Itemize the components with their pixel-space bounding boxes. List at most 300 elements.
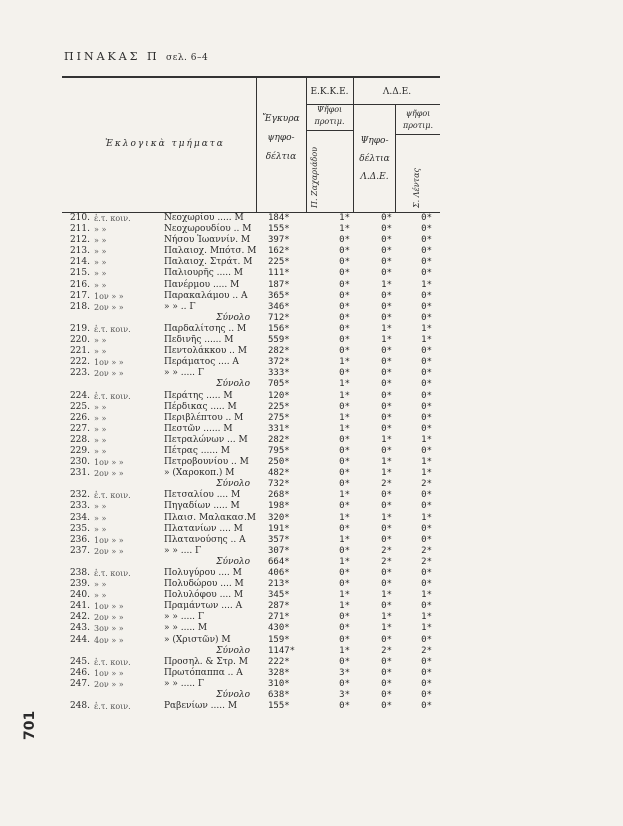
valid-ballots: 1147* [268,645,296,656]
psifo-line3: Λ.Δ.Ε. [360,172,389,182]
ade-preference: 0* [421,568,432,578]
valid-ballots: 225* [268,401,290,412]
district-name: Πηγαδίων ..... Μ [164,501,240,512]
valid-ballots: 184* [268,213,290,223]
ade-ballots: 0* [381,379,392,390]
district-name: Πεντολάκκου .. Μ [164,346,247,357]
table-row [0,324,623,335]
row-number: 248. [69,701,90,712]
ekke-preference: 1* [339,390,350,401]
valid-ballots: 162* [268,246,290,257]
ade-ballots: 0* [381,690,392,701]
pref-underline [306,130,353,131]
valid-ballots: 213* [268,579,290,590]
ekke-preference: 1* [339,490,350,501]
valid-ballots: 225* [268,257,290,268]
page-title [64,50,208,63]
row-type: ἐ.τ. κοιν. [94,569,131,578]
row-type: 1ον » » [94,535,124,545]
valid-ballots: 559* [268,335,290,346]
row-type: 1ον » » [94,358,124,368]
ekke-preference: 0* [339,612,350,623]
col-header-pref2 [396,108,440,132]
row-number: 239. [69,579,90,590]
table-row [0,446,623,457]
district-name: » » ..... Μ [164,623,208,634]
row-number: 220. [69,335,90,346]
ekke-preference: 0* [339,312,350,323]
row-type: » » [94,225,107,235]
col-header-pref1 [306,104,353,128]
table-row [0,657,623,668]
row-type: » » [94,413,107,423]
ekke-preference: 0* [339,623,350,634]
ekke-preference: 1* [339,379,350,390]
egkyra-line1: Ἔγκυρα [262,114,300,124]
table-row [0,635,623,646]
ekke-preference: 0* [339,323,350,334]
ade-ballots: 2* [381,545,392,556]
ade-preference: 1* [421,434,432,445]
ade-preference: 0* [421,701,432,712]
table-row [0,490,623,501]
row-number: 236. [69,534,90,545]
ade-preference: 0* [421,346,432,357]
table-row [0,668,623,679]
ade-ballots: 0* [381,579,392,590]
district-name: Πεστῶν ...... Μ [164,423,233,434]
ade-preference: 0* [421,656,432,667]
row-number: 223. [69,368,90,379]
row-type: ἐ.τ. κοιν. [94,702,131,712]
valid-ballots: 357* [268,534,290,545]
row-number: 240. [69,590,90,601]
ekke-preference: 1* [339,357,350,368]
ade-ballots: 0* [381,213,392,223]
ade-preference: 0* [421,445,432,456]
table-row [0,513,623,524]
ade-preference: 0* [421,534,432,545]
ekke-preference: 0* [339,434,350,445]
row-type: » » [94,435,107,445]
district-name: Περιβλέπτου .. Μ [164,412,244,423]
district-name: Πολυγύρου .... Μ [164,568,242,578]
valid-ballots: 430* [268,623,290,634]
table-row [0,568,623,579]
table-subtitle: σελ. 6–4 [166,53,209,63]
ade-preference: 0* [421,235,432,246]
ade-preference: 0* [421,246,432,257]
row-number: 216. [69,279,90,290]
row-type: » » [94,591,107,601]
district-name: Πετραλώνων ... Μ [164,434,248,445]
valid-ballots: 664* [268,556,290,567]
row-number: 241. [69,601,90,612]
ade-ballots: 0* [381,401,392,412]
row-number: 221. [69,346,90,357]
ade-preference: 1* [421,468,432,479]
row-type: » » [94,513,107,523]
subtotal-row [0,646,623,657]
ekke-preference: 0* [339,701,350,712]
row-number: 211. [69,224,90,235]
ade-ballots: 0* [381,224,392,235]
ade-preference: 0* [421,667,432,678]
row-number: 238. [69,568,90,578]
subtotal-row [0,379,623,390]
row-number: 242. [69,612,90,623]
district-name: » » ..... Γ [164,368,205,379]
ekke-preference: 0* [339,346,350,357]
ade-ballots: 1* [381,457,392,468]
valid-ballots: 307* [268,545,290,556]
valid-ballots: 333* [268,368,290,379]
ade-ballots: 0* [381,423,392,434]
district-name: Πλαισ. Μαλακασ.Μ [164,512,257,523]
row-type: 2ον » » [94,302,124,312]
ade-preference: 0* [421,368,432,379]
valid-ballots: 155* [268,224,290,235]
ade-ballots: 0* [381,634,392,645]
table-row [0,402,623,413]
district-name: Πολυδώρου .... Μ [164,579,244,590]
valid-ballots: 250* [268,457,290,468]
ade-preference: 0* [421,523,432,534]
row-number: 244. [69,634,90,645]
ade-ballots: 0* [381,235,392,246]
row-number: 233. [69,501,90,512]
ade-preference: 0* [421,312,432,323]
egkyra-line3: δέλτια [265,152,297,162]
ade-ballots: 2* [381,479,392,490]
row-type: » » [94,269,107,279]
ade-ballots: 0* [381,601,392,612]
valid-ballots: 156* [268,323,290,334]
valid-ballots: 155* [268,701,290,712]
valid-ballots: 198* [268,501,290,512]
row-number: 212. [69,235,90,246]
row-number: 214. [69,257,90,268]
ekke-preference: 0* [339,290,350,301]
ade-ballots: 0* [381,701,392,712]
district-name: Πετροβουνίου .. Μ [164,457,249,468]
row-type: ἐ.τ. κοιν. [94,491,131,501]
subtotal-row [0,690,623,701]
table-row [0,468,623,479]
valid-ballots: 482* [268,468,290,479]
valid-ballots: 222* [268,656,290,667]
ade-ballots: 0* [381,368,392,379]
ade-preference: 1* [421,590,432,601]
row-number: 246. [69,667,90,678]
ade-ballots: 1* [381,590,392,601]
page-number: 701 [22,710,38,740]
ade-preference: 0* [421,213,432,223]
table-row [0,546,623,557]
ekke-preference: 0* [339,445,350,456]
row-number: 227. [69,423,90,434]
valid-ballots: 159* [268,634,290,645]
district-name: Νήσου Ἰωαννίν. Μ [164,235,251,246]
table-row [0,435,623,446]
valid-ballots: 346* [268,301,290,312]
row-type: » » [94,247,107,257]
valid-ballots: 287* [268,601,290,612]
ade-ballots: 0* [381,357,392,368]
table-row [0,291,623,302]
ade-preference: 1* [421,457,432,468]
ade-ballots: 0* [381,501,392,512]
row-type: » » [94,502,107,512]
district-name: Προσηλ. & Στρ. Μ [164,656,248,667]
subtotal-label: Σύνολο [216,479,250,490]
valid-ballots: 638* [268,690,290,701]
valid-ballots: 282* [268,346,290,357]
ekke-preference: 1* [339,512,350,523]
valid-ballots: 111* [268,268,290,279]
ade-preference: 1* [421,623,432,634]
valid-ballots: 275* [268,412,290,423]
ekke-preference: 0* [339,523,350,534]
ekke-preference: 0* [339,257,350,268]
row-type: » » [94,402,107,412]
row-type: ἐ.τ. κοιν. [94,214,131,223]
district-name: Πλατανίων .... Μ [164,523,243,534]
row-type: ἐ.τ. κοιν. [94,391,131,401]
row-number: 224. [69,390,90,401]
ade-preference: 2* [421,556,432,567]
ade-preference: 0* [421,601,432,612]
pref1-line2: προτιμ. [314,117,345,126]
subtotal-label: Σύνολο [216,556,250,567]
row-type: » » [94,347,107,357]
table-row [0,501,623,512]
table-row [0,213,623,224]
district-name: Παλιουρῆς ..... Μ [164,268,244,279]
valid-ballots: 397* [268,235,290,246]
ade-preference: 0* [421,290,432,301]
ekke-preference: 0* [339,479,350,490]
ade-preference: 0* [421,401,432,412]
table-row [0,302,623,313]
row-number: 218. [69,301,90,312]
table-row [0,413,623,424]
ekke-preference: 1* [339,412,350,423]
district-name: Πολυλόφου .... Μ [164,590,244,601]
ade-preference: 1* [421,279,432,290]
row-type: » » [94,580,107,590]
pref2-underline [395,134,440,135]
ade-ballots: 0* [381,246,392,257]
table-row [0,601,623,612]
ade-preference: 0* [421,678,432,689]
ade-preference: 0* [421,634,432,645]
table-row [0,579,623,590]
ade-ballots: 1* [381,612,392,623]
ade-ballots: 1* [381,468,392,479]
valid-ballots: 187* [268,279,290,290]
district-name: Νεοχωρουδίου .. Μ [164,224,252,235]
ekke-preference: 0* [339,457,350,468]
ade-preference: 0* [421,579,432,590]
district-name: Πέτρας ...... Μ [164,445,231,456]
valid-ballots: 191* [268,523,290,534]
ekke-preference: 0* [339,545,350,556]
subtotal-label: Σύνολο [216,645,250,656]
district-name: Πέρδικας ..... Μ [164,401,237,412]
ade-ballots: 0* [381,534,392,545]
valid-ballots: 795* [268,445,290,456]
table-row [0,457,623,468]
district-name: Πραμάντων .... Α [164,601,243,612]
ade-preference: 0* [421,412,432,423]
row-number: 229. [69,445,90,456]
row-number: 232. [69,490,90,501]
row-type: » » [94,236,107,246]
ekke-preference: 1* [339,590,350,601]
valid-ballots: 271* [268,612,290,623]
row-number: 235. [69,523,90,534]
district-name: Πρωτόπαππα .. Α [164,667,243,678]
col-header-eklogika: Ἐκλογικὰ τμήματα [105,139,225,149]
valid-ballots: 328* [268,667,290,678]
valid-ballots: 282* [268,434,290,445]
ade-preference: 0* [421,301,432,312]
ade-ballots: 0* [381,445,392,456]
ade-preference: 0* [421,257,432,268]
row-type: 1ον » » [94,668,124,678]
valid-ballots: 310* [268,678,290,689]
psifo-line1: Ψηφο- [360,136,389,146]
pref1-line1: Ψῆφοι [316,105,343,114]
valid-ballots: 120* [268,390,290,401]
ade-ballots: 0* [381,490,392,501]
row-number: 243. [69,623,90,634]
ekke-preference: 0* [339,279,350,290]
district-name: Παρακαλάμου .. Α [164,290,248,301]
valid-ballots: 268* [268,490,290,501]
ade-ballots: 0* [381,678,392,689]
col-header-ade: Λ.Δ.Ε. [382,87,412,97]
ade-ballots: 0* [381,290,392,301]
district-name: » » .... Γ [164,545,202,556]
table-body [0,213,623,712]
row-type: » » [94,424,107,434]
ade-preference: 2* [421,545,432,556]
ekke-preference: 0* [339,678,350,689]
ekke-preference: 1* [339,423,350,434]
table-row [0,280,623,291]
table-row [0,612,623,623]
valid-ballots: 712* [268,312,290,323]
ekke-preference: 0* [339,301,350,312]
row-number: 210. [69,213,90,223]
ekke-preference: 1* [339,224,350,235]
row-number: 215. [69,268,90,279]
table-row [0,357,623,368]
district-name: » (Χαροκοπ.) Μ [164,468,235,479]
district-name: Περάματος .... Α [164,357,239,368]
table-row [0,391,623,402]
district-name: » (Χριστῶν) Μ [164,634,231,645]
ekke-preference: 1* [339,534,350,545]
table-title: ΠΙΝΑΚΑΣ Π [64,50,160,63]
ekke-preference: 0* [339,634,350,645]
district-name: » » ..... Γ [164,612,205,623]
row-number: 226. [69,412,90,423]
subtotal-label: Σύνολο [216,312,250,323]
ekke-preference: 0* [339,401,350,412]
ade-preference: 1* [421,512,432,523]
col-header-ekke: Ε.Κ.Κ.Ε. [310,87,349,97]
table-row [0,368,623,379]
valid-ballots: 331* [268,423,290,434]
ade-ballots: 0* [381,257,392,268]
row-type: 3ον » » [94,624,124,634]
row-number: 247. [69,678,90,689]
ekke-preference: 1* [339,645,350,656]
district-name: Παρδαλίτσης .. Μ [164,323,247,334]
district-name: Παλαιοχ. Μπότσ. Μ [164,246,257,257]
subtotal-row [0,557,623,568]
row-type: ἐ.τ. κοιν. [94,324,131,334]
ekke-preference: 0* [339,568,350,578]
table-row [0,623,623,634]
ekke-preference: 0* [339,335,350,346]
col-header-lentas: Σ. Λέντας [412,168,421,208]
ade-ballots: 0* [381,312,392,323]
ade-ballots: 0* [381,412,392,423]
table-row [0,257,623,268]
row-type: » » [94,258,107,268]
table-row [0,335,623,346]
ade-ballots: 1* [381,434,392,445]
ade-ballots: 2* [381,645,392,656]
row-number: 222. [69,357,90,368]
row-number: 231. [69,468,90,479]
ade-ballots: 0* [381,523,392,534]
ekke-preference: 3* [339,667,350,678]
ekke-preference: 0* [339,656,350,667]
ade-ballots: 1* [381,512,392,523]
table-row [0,679,623,690]
ade-ballots: 0* [381,667,392,678]
district-name: Πλατανούσης .. Α [164,534,246,545]
ekke-preference: 0* [339,268,350,279]
row-type: ἐ.τ. κοιν. [94,657,131,667]
row-type: 1ον » » [94,458,124,468]
row-type: 2ον » » [94,469,124,479]
row-number: 228. [69,434,90,445]
valid-ballots: 372* [268,357,290,368]
ade-ballots: 0* [381,656,392,667]
ade-preference: 0* [421,379,432,390]
row-number: 217. [69,290,90,301]
col-header-zachariadis: Π. Ζαχαριάδου [310,146,319,208]
valid-ballots: 365* [268,290,290,301]
table-row [0,346,623,357]
top-rule [62,76,440,78]
ade-ballots: 0* [381,268,392,279]
row-type: 2ον » » [94,546,124,556]
ade-preference: 0* [421,690,432,701]
table-row [0,535,623,546]
valid-ballots: 406* [268,568,290,578]
row-number: 225. [69,401,90,412]
row-type: 2ον » » [94,679,124,689]
ade-preference: 0* [421,423,432,434]
row-type: 2ον » » [94,369,124,379]
